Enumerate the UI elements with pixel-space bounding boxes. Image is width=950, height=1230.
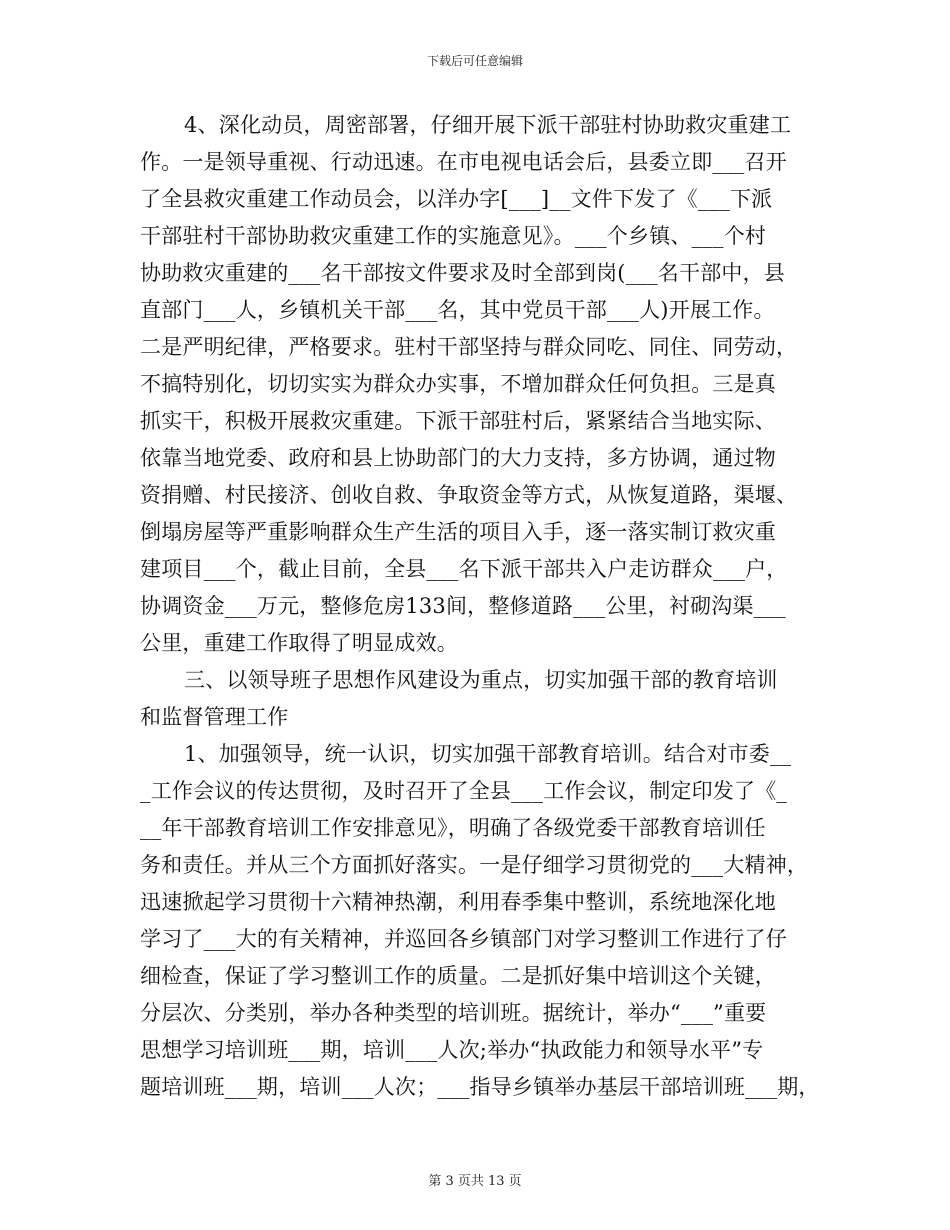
section-heading-line: 和监督管理工作 bbox=[140, 705, 289, 729]
paragraph-line: 1、加强领导，统一认识，切实加强干部教育培训。结合对市委__ bbox=[184, 742, 792, 766]
paragraph-line: 分层次、分类别，举办各种类型的培训班。据统计，举办“___”重要 bbox=[140, 1001, 767, 1025]
paragraph-line: 直部门___人，乡镇机关干部___名，其中党员干部___人)开展工作。 bbox=[140, 298, 775, 322]
paragraph-line: 学习了___大的有关精神，并巡回各乡镇部门对学习整训工作进行了仔 bbox=[140, 927, 787, 951]
paragraph-line: 建项目___个，截止目前，全县___名下派干部共入户走访群众___户， bbox=[140, 557, 788, 581]
page-header: 下载后可任意编辑 bbox=[426, 54, 523, 68]
paragraph-line: 干部驻村干部协助救灾重建工作的实施意见》。___个乡镇、___个村 bbox=[140, 224, 767, 248]
paragraph-line: 抓实干，积极开展救灾重建。下派干部驻村后，紧紧结合当地实际、 bbox=[140, 409, 776, 433]
page-footer: 第 3 页共 13 页 bbox=[428, 1174, 522, 1189]
section-heading-line: 三、以领导班子思想作风建设为重点，切实加强干部的教育培训 bbox=[184, 668, 778, 692]
paragraph-line: 公里，重建工作取得了明显成效。 bbox=[140, 631, 458, 655]
paragraph-line: 4、深化动员，周密部署，仔细开展下派干部驻村协助救灾重建工 bbox=[184, 113, 792, 137]
paragraph-line: _工作会议的传达贯彻，及时召开了全县___工作会议，制定印发了《_ bbox=[140, 779, 788, 803]
document-body bbox=[140, 107, 820, 1106]
paragraph-line: 资捐赠、村民接济、创收自救、争取资金等方式，从恢复道路，渠堰、 bbox=[140, 483, 798, 507]
paragraph-line: 协调资金___万元，整修危房133间，整修道路___公里，衬砌沟渠___ bbox=[140, 594, 786, 618]
paragraph-line: __年干部教育培训工作安排意见》，明确了各级党委干部教育培训任 bbox=[140, 816, 766, 840]
paragraph-line: 务和责任。并从三个方面抓好落实。一是仔细学习贯彻党的___大精神， bbox=[140, 853, 809, 877]
paragraph-line: 作。一是领导重视、行动迅速。在市电视电话会后，县委立即___召开 bbox=[140, 150, 787, 174]
paragraph-line: 题培训班___期，培训___人次；___指导乡镇举办基层干部培训班___期， bbox=[140, 1075, 820, 1099]
paragraph-line: 二是严明纪律，严格要求。驻村干部坚持与群众同吃、同住、同劳动， bbox=[140, 335, 798, 359]
paragraph-line: 细检查，保证了学习整训工作的质量。二是抓好集中培训这个关键， bbox=[140, 964, 776, 988]
paragraph-line: 了全县救灾重建工作动员会，以洋办字[___]__文件下发了《___下派 bbox=[140, 187, 773, 211]
paragraph-line: 协助救灾重建的___名干部按文件要求及时全部到岗(___名干部中，县 bbox=[140, 261, 785, 285]
paragraph-line: 依靠当地党委、政府和县上协助部门的大力支持，多方协调，通过物 bbox=[140, 446, 776, 470]
paragraph-line: 思想学习培训班___期，培训___人次;举办“执政能力和领导水平”专 bbox=[140, 1038, 764, 1062]
paragraph-line: 不搞特别化，切切实实为群众办实事，不增加群众任何负担。三是真 bbox=[140, 372, 776, 396]
paragraph-line: 倒塌房屋等严重影响群众生产生活的项目入手，逐一落实制订救灾重 bbox=[140, 520, 776, 544]
paragraph-line: 迅速掀起学习贯彻十六精神热潮，利用春季集中整训，系统地深化地 bbox=[140, 890, 776, 914]
